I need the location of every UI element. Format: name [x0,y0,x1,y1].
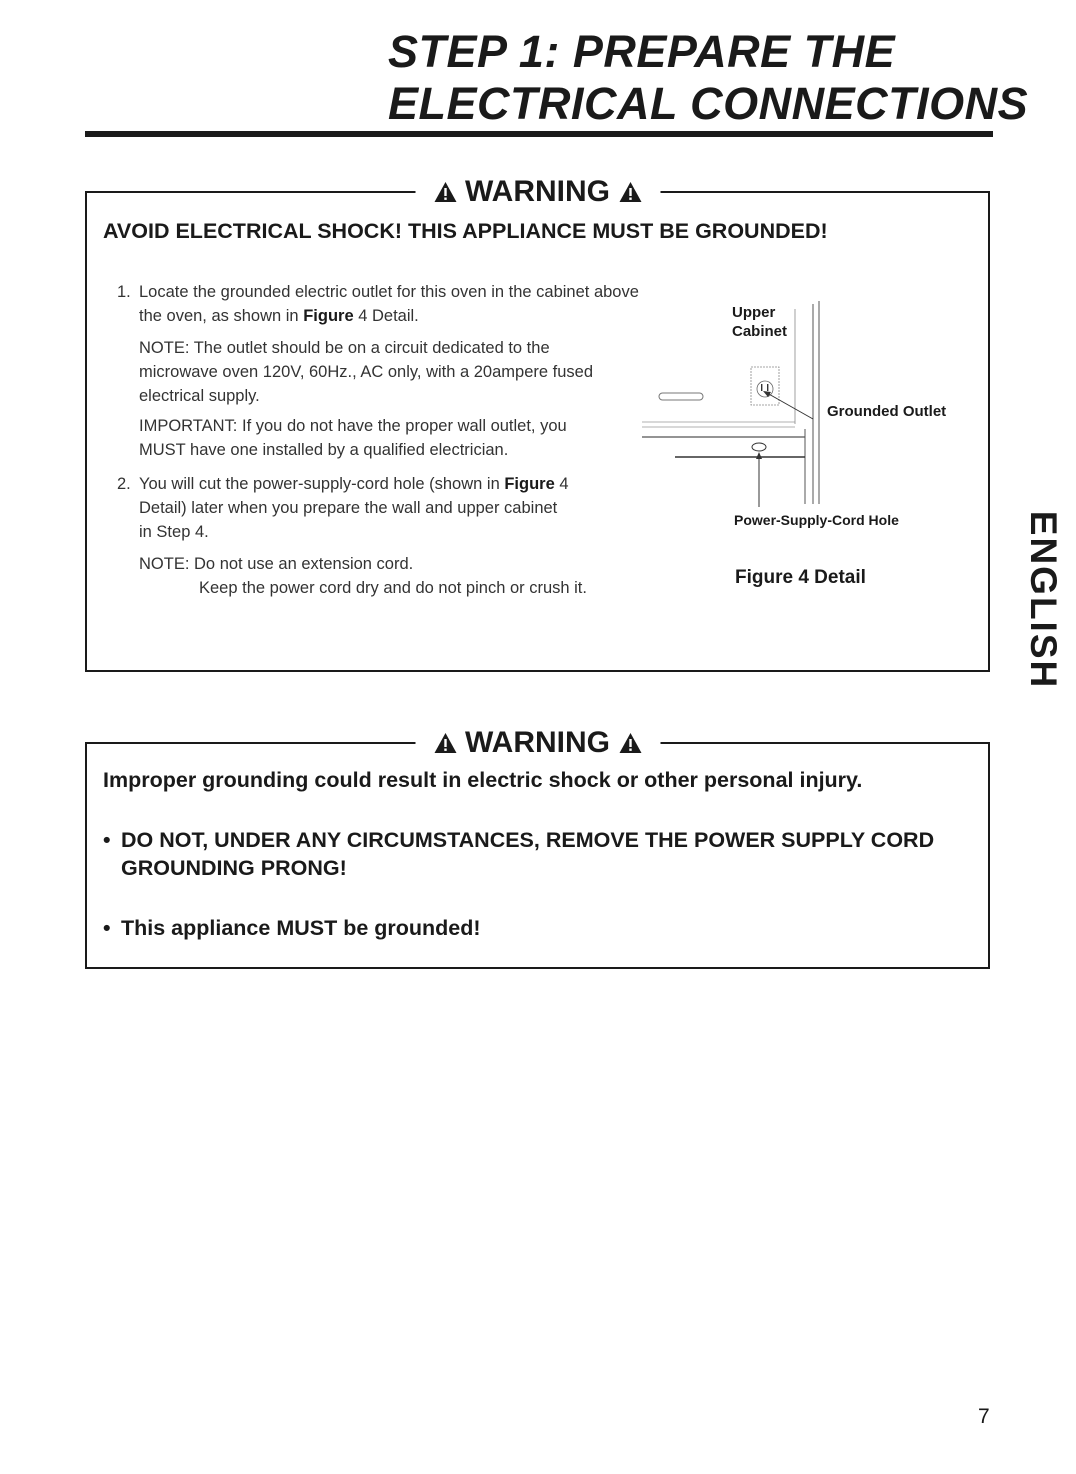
note-text: Keep the power cord dry and do not pinch or crush it. [199,579,587,597]
step-1 [117,280,647,328]
step-number: 2. [117,475,131,493]
language-side-tab [1016,510,1070,690]
bullet-dot-icon: • [103,828,111,852]
step-text: 4 Detail) later when you prepare the wall and upper cabinet in Step 4. [139,475,569,541]
warning-headline: AVOID ELECTRICAL SHOCK! THIS APPLIANCE MUST BE GROUNDED! [103,219,828,243]
bullet-item [103,826,981,882]
instruction-steps [117,280,647,600]
note [139,336,599,408]
important-note [139,414,579,462]
figure-reference: Figure [504,475,555,493]
important-text: If you do not have the proper wall outlet, you MUST have one installed by a qualified electrician. [139,417,567,459]
warning-triangle-icon [433,732,457,754]
label-grounded-outlet: Grounded Outlet [827,403,947,420]
bullet-dot-icon: • [103,916,111,940]
step-text: You will cut the power-supply-cord hole (shown in [139,475,500,493]
title-line-2: ELECTRICAL CONNECTIONS [388,78,1029,129]
step-text: 4 Detail. [358,307,419,325]
note-text: The outlet should be on a circuit dedicated to the microwave oven 120V, 60Hz., AC only, with a 20ampere fused electrical supply. [139,339,593,405]
warning-heading [415,726,660,760]
warning-box-grounding-prong [85,726,990,969]
warning-headline: Improper grounding could result in electric shock or other personal injury. [103,768,863,792]
note-label: NOTE: [139,339,190,357]
note-label: NOTE: [139,555,190,573]
title-underline [85,131,993,137]
warning-triangle-icon [618,181,642,203]
warning-triangle-icon [618,732,642,754]
warning-triangle-icon [433,181,457,203]
step-text: Locate the grounded electric outlet for this oven in the cabinet above the oven, as shown in [139,283,639,325]
warning-heading [415,175,660,209]
language-label: ENGLISH [1023,510,1064,690]
bullet-text: DO NOT, UNDER ANY CIRCUMSTANCES, REMOVE THE POWER SUPPLY CORD GROUNDING PRONG! [121,828,935,880]
step-2 [117,472,569,544]
bullet-text: This appliance MUST be grounded! [121,916,481,940]
label-upper: Upper [732,304,776,321]
figure-4-detail [617,289,957,589]
warning-heading-text: WARNING [465,726,610,759]
label-power-cord-hole: Power-Supply-Cord Hole [734,512,899,528]
figure-caption: Figure 4 Detail [735,567,866,588]
warning-heading-text: WARNING [465,175,610,208]
label-cabinet: Cabinet [732,323,788,340]
figure-reference: Figure [303,307,354,325]
important-label: IMPORTANT: [139,417,238,435]
step-number: 1. [117,283,131,301]
page-number: 7 [978,1405,990,1428]
page-title [388,26,1028,130]
note-text: Do not use an extension cord. [194,555,414,573]
bullet-item [103,914,481,942]
title-line-1: STEP 1: PREPARE THE [388,26,896,77]
warning-box-grounding [85,175,990,672]
note [139,552,647,600]
